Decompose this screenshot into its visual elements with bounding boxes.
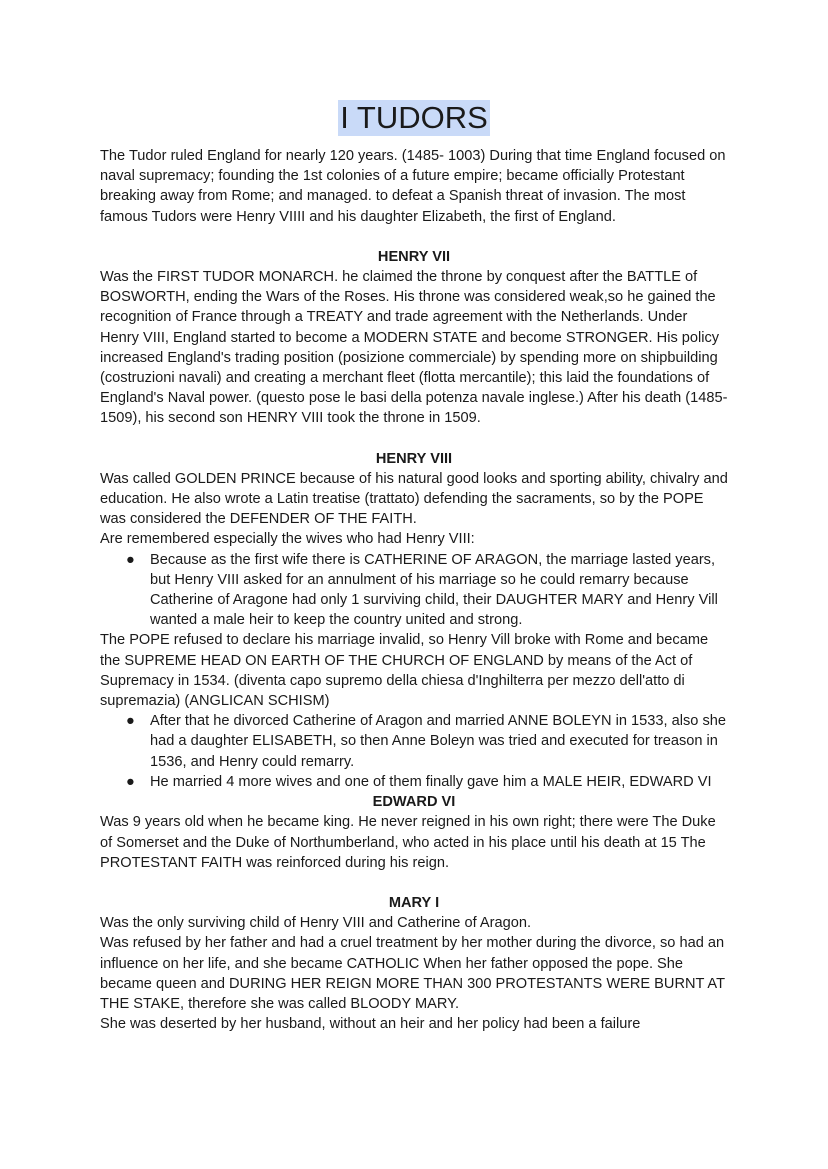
document-page	[100, 100, 728, 1034]
heading-edward-vi: EDWARD VI	[372, 794, 456, 811]
heading-henry-viii: HENRY VIII	[375, 450, 453, 467]
bullet-icon: ●	[126, 551, 135, 568]
henry-vii-paragraph: Was the FIRST TUDOR MONARCH. he claimed the throne by conquest after the BATTLE of BOSWORTH, ending the Wars of the Roses. His throne was considered weak,so he gained the recognition of France through a TREATY and trade agreement with the Netherlands. Under Henry VIII, England started to become a MODERN STATE and become STRONGER. His policy increased England's trading position (posizione commerciale) by spending more on shipbuilding (costruzioni navali) and creating a merchant fleet (flotta mercantile); this laid the foundations of England's Naval power. (questo pose le basi della potenza navale inglese.) After his death (1485-1509), his second son HENRY VIII took the throne in 1509.	[100, 269, 728, 427]
heading-mary-i: MARY I	[388, 894, 440, 911]
mary-i-paragraph-2: Was refused by her father and had a cruel treatment by her mother during the divorce, so had an influence on her life, and she became CATHOLIC When her father opposed the pope. She became queen and DURING HER REIGN MORE THAN 300 PROTESTANTS WERE BURNT AT THE STAKE, therefore she was called BLOODY MARY.	[100, 935, 725, 1012]
list-item-text: He married 4 more wives and one of them finally gave him a MALE HEIR, EDWARD VI	[150, 773, 712, 790]
title-wrapper	[100, 100, 728, 136]
bullet-icon: ●	[126, 713, 135, 730]
henry-viii-paragraph-3: The POPE refused to declare his marriage invalid, so Henry Vill broke with Rome and became the SUPREME HEAD ON EARTH OF THE CHURCH OF ENGLAND by means of the Act of Supremacy in 1534. (diventa capo supremo della chiesa d'Inghilterra per mezzo dell'atto di supremazia) (ANGLICAN SCHISM)	[100, 632, 709, 710]
list-item	[126, 550, 728, 631]
list-item-text: Because as the first wife there is CATHERINE OF ARAGON, the marriage lasted years, but Henry VIII asked for an annulment of his marriage so he could remarry because Catherine of Aragone had only 1 surviving child, their DAUGHTER MARY and Henry Vill wanted a male heir to keep the country united and strong.	[150, 551, 718, 629]
mary-i-paragraph-3: She was deserted by her husband, without an heir and her policy had been a failure	[100, 1016, 641, 1033]
henry-viii-paragraph-1: Was called GOLDEN PRINCE because of his natural good looks and sporting ability, chivalry and education. He also wrote a Latin treatise (trattato) defending the sacraments, so by the POPE was considered the DEFENDER OF THE FAITH.	[100, 470, 728, 528]
henry-viii-bullet-list-1	[100, 550, 728, 631]
intro-paragraph: The Tudor ruled England for nearly 120 years. (1485- 1003) During that time England focused on naval supremacy; founding the 1st colonies of a future empire; became officially Protestant breaking away from Rome; and managed. to defeat a Spanish threat of invasion. The most famous Tudors were Henry VIIII and his daughter Elizabeth, the first of England.	[100, 148, 726, 225]
henry-viii-paragraph-2: Are remembered especially the wives who had Henry VIII:	[100, 531, 475, 548]
henry-viii-bullet-list-2	[100, 711, 728, 792]
mary-i-paragraph-1: Was the only surviving child of Henry VIII and Catherine of Aragon.	[100, 915, 532, 932]
list-item	[126, 772, 728, 792]
heading-henry-vii: HENRY VII	[377, 248, 451, 265]
list-item-text: After that he divorced Catherine of Aragon and married ANNE BOLEYN in 1533, also she had a daughter ELISABETH, so then Anne Boleyn was tried and executed for treason in 1536, and Henry could remarry.	[150, 713, 726, 770]
list-item	[126, 711, 728, 772]
page-title: I TUDORS	[340, 100, 488, 135]
edward-vi-paragraph: Was 9 years old when he became king. He never reigned in his own right; there were The Duke of Somerset and the Duke of Northumberland, who acted in his place until his death at 15 The PROTESTANT FAITH was reinforced during his reign.	[100, 814, 716, 871]
bullet-icon: ●	[126, 773, 135, 790]
